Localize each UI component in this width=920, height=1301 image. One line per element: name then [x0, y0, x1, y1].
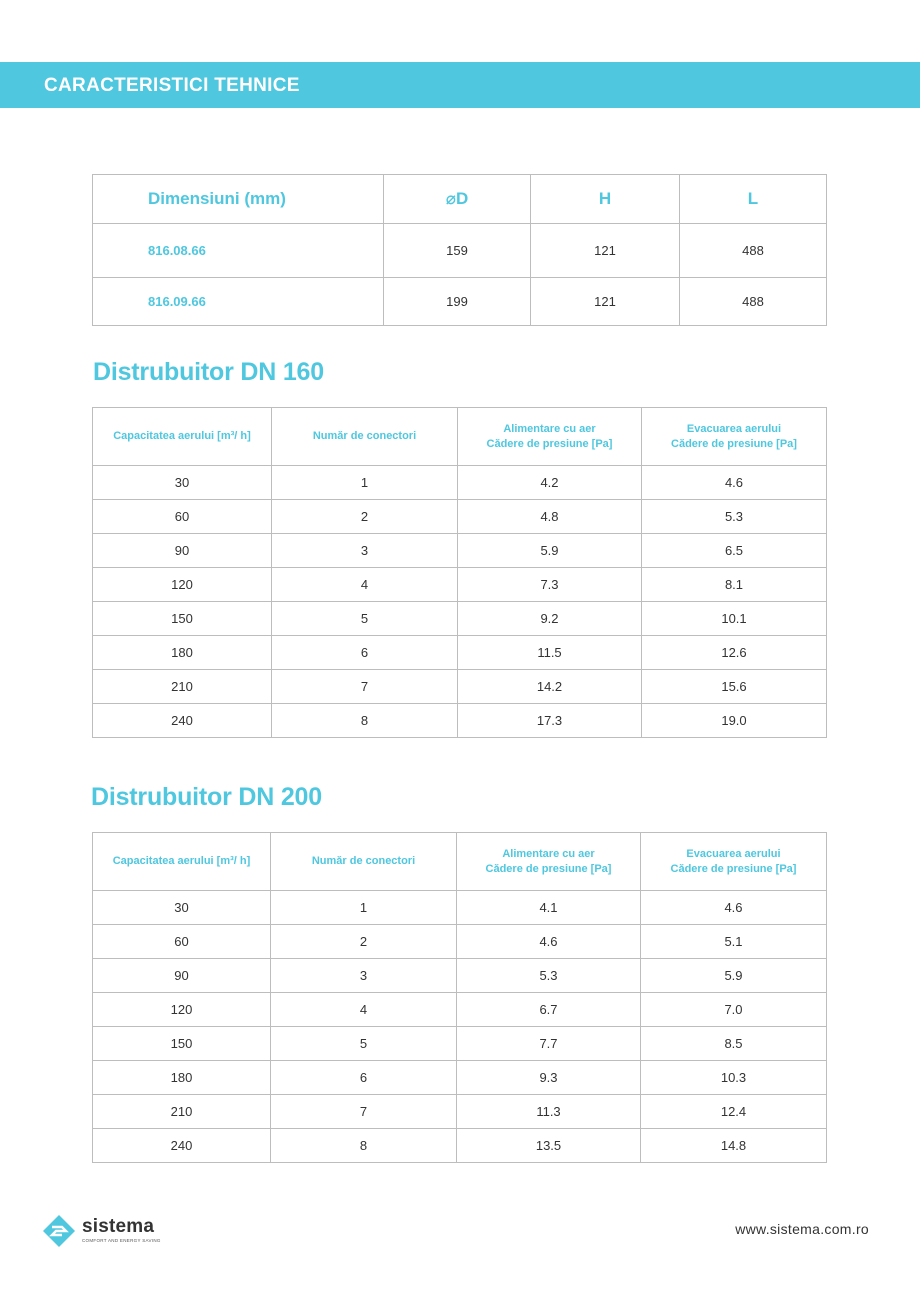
table-row — [93, 224, 827, 278]
capacity-value: 210 — [93, 670, 272, 704]
sistema-logo — [42, 1214, 172, 1250]
exhaust-pressure-value: 8.1 — [642, 568, 827, 602]
supply-pressure-value: 13.5 — [457, 1129, 641, 1163]
supply-pressure-value: 5.9 — [458, 534, 642, 568]
section-title-dn160: Distrubuitor DN 160 — [93, 358, 324, 386]
connectors-value: 8 — [271, 1129, 457, 1163]
capacity-value: 30 — [93, 891, 271, 925]
connectors-value: 5 — [271, 1027, 457, 1061]
table-row — [93, 466, 827, 500]
dimensions-table — [92, 174, 827, 326]
length-value: 488 — [680, 278, 827, 326]
diameter-header: ⌀D — [384, 175, 531, 224]
exhaust-pressure-value: 7.0 — [641, 993, 827, 1027]
capacity-value: 120 — [93, 568, 272, 602]
connectors-value: 3 — [271, 959, 457, 993]
connectors-header: Număr de conectori — [271, 833, 457, 891]
supply-pressure-value: 9.2 — [458, 602, 642, 636]
diameter-value: 159 — [384, 224, 531, 278]
logo-icon — [42, 1214, 76, 1248]
capacity-value: 30 — [93, 466, 272, 500]
supply-pressure-value: 6.7 — [457, 993, 641, 1027]
connectors-value: 4 — [271, 993, 457, 1027]
capacity-value: 240 — [93, 704, 272, 738]
exhaust-pressure-value: 4.6 — [641, 891, 827, 925]
supply-pressure-value: 7.3 — [458, 568, 642, 602]
section-title-dn200: Distrubuitor DN 200 — [91, 783, 322, 811]
exhaust-pressure-value: 15.6 — [642, 670, 827, 704]
connectors-value: 6 — [272, 636, 458, 670]
connectors-value: 2 — [272, 500, 458, 534]
exhaust-pressure-value: 19.0 — [642, 704, 827, 738]
table-row — [93, 959, 827, 993]
exhaust-pressure-value: 5.1 — [641, 925, 827, 959]
supply-pressure-value: 4.2 — [458, 466, 642, 500]
table-row — [93, 704, 827, 738]
supply-pressure-value: 4.6 — [457, 925, 641, 959]
capacity-value: 150 — [93, 602, 272, 636]
supply-pressure-value: 11.5 — [458, 636, 642, 670]
supply-header: Alimentare cu aer Cădere de presiune [Pa] — [458, 408, 642, 466]
capacity-value: 150 — [93, 1027, 271, 1061]
height-value: 121 — [531, 278, 680, 326]
table-row — [93, 602, 827, 636]
exhaust-pressure-value: 10.3 — [641, 1061, 827, 1095]
capacity-value: 120 — [93, 993, 271, 1027]
connectors-value: 1 — [271, 891, 457, 925]
table-row — [93, 278, 827, 326]
height-value: 121 — [531, 224, 680, 278]
supply-header: Alimentare cu aer Cădere de presiune [Pa] — [457, 833, 641, 891]
connectors-header: Număr de conectori — [272, 408, 458, 466]
diameter-value: 199 — [384, 278, 531, 326]
exhaust-pressure-value: 8.5 — [641, 1027, 827, 1061]
table-row — [93, 636, 827, 670]
capacity-value: 240 — [93, 1129, 271, 1163]
exhaust-pressure-value: 6.5 — [642, 534, 827, 568]
table-row — [93, 670, 827, 704]
connectors-value: 1 — [272, 466, 458, 500]
table-row — [93, 568, 827, 602]
page-title: CARACTERISTICI TEHNICE — [44, 75, 300, 96]
capacity-header: Capacitatea aerului [m³/ h] — [93, 833, 271, 891]
table-row — [93, 500, 827, 534]
connectors-value: 7 — [271, 1095, 457, 1129]
connectors-value: 7 — [272, 670, 458, 704]
table-row — [93, 891, 827, 925]
length-header: L — [680, 175, 827, 224]
connectors-value: 5 — [272, 602, 458, 636]
logo-tagline: COMFORT AND ENERGY SAVING — [82, 1238, 161, 1243]
supply-pressure-value: 5.3 — [457, 959, 641, 993]
capacity-value: 210 — [93, 1095, 271, 1129]
supply-pressure-value: 4.8 — [458, 500, 642, 534]
supply-pressure-value: 4.1 — [457, 891, 641, 925]
supply-pressure-value: 14.2 — [458, 670, 642, 704]
exhaust-pressure-value: 10.1 — [642, 602, 827, 636]
exhaust-pressure-value: 5.3 — [642, 500, 827, 534]
table-row — [93, 1027, 827, 1061]
connectors-value: 8 — [272, 704, 458, 738]
connectors-value: 2 — [271, 925, 457, 959]
table-row — [93, 1061, 827, 1095]
dn160-table — [92, 407, 827, 738]
capacity-value: 60 — [93, 500, 272, 534]
dimensions-header: Dimensiuni (mm) — [93, 175, 384, 224]
exhaust-header: Evacuarea aerului Cădere de presiune [Pa] — [642, 408, 827, 466]
supply-pressure-value: 7.7 — [457, 1027, 641, 1061]
capacity-value: 180 — [93, 1061, 271, 1095]
height-header: H — [531, 175, 680, 224]
supply-pressure-value: 9.3 — [457, 1061, 641, 1095]
product-code: 816.09.66 — [93, 278, 384, 326]
connectors-value: 6 — [271, 1061, 457, 1095]
exhaust-pressure-value: 5.9 — [641, 959, 827, 993]
dn200-table — [92, 832, 827, 1163]
table-row — [93, 993, 827, 1027]
table-row — [93, 1129, 827, 1163]
website-url[interactable]: www.sistema.com.ro — [735, 1221, 869, 1237]
capacity-value: 90 — [93, 534, 272, 568]
capacity-value: 90 — [93, 959, 271, 993]
length-value: 488 — [680, 224, 827, 278]
connectors-value: 4 — [272, 568, 458, 602]
capacity-header: Capacitatea aerului [m³/ h] — [93, 408, 272, 466]
table-row — [93, 925, 827, 959]
capacity-value: 60 — [93, 925, 271, 959]
table-row — [93, 1095, 827, 1129]
table-row — [93, 534, 827, 568]
logo-name: sistema — [82, 1216, 155, 1237]
connectors-value: 3 — [272, 534, 458, 568]
exhaust-pressure-value: 12.4 — [641, 1095, 827, 1129]
exhaust-header: Evacuarea aerului Cădere de presiune [Pa] — [641, 833, 827, 891]
exhaust-pressure-value: 14.8 — [641, 1129, 827, 1163]
supply-pressure-value: 11.3 — [457, 1095, 641, 1129]
exhaust-pressure-value: 12.6 — [642, 636, 827, 670]
supply-pressure-value: 17.3 — [458, 704, 642, 738]
exhaust-pressure-value: 4.6 — [642, 466, 827, 500]
product-code: 816.08.66 — [93, 224, 384, 278]
capacity-value: 180 — [93, 636, 272, 670]
